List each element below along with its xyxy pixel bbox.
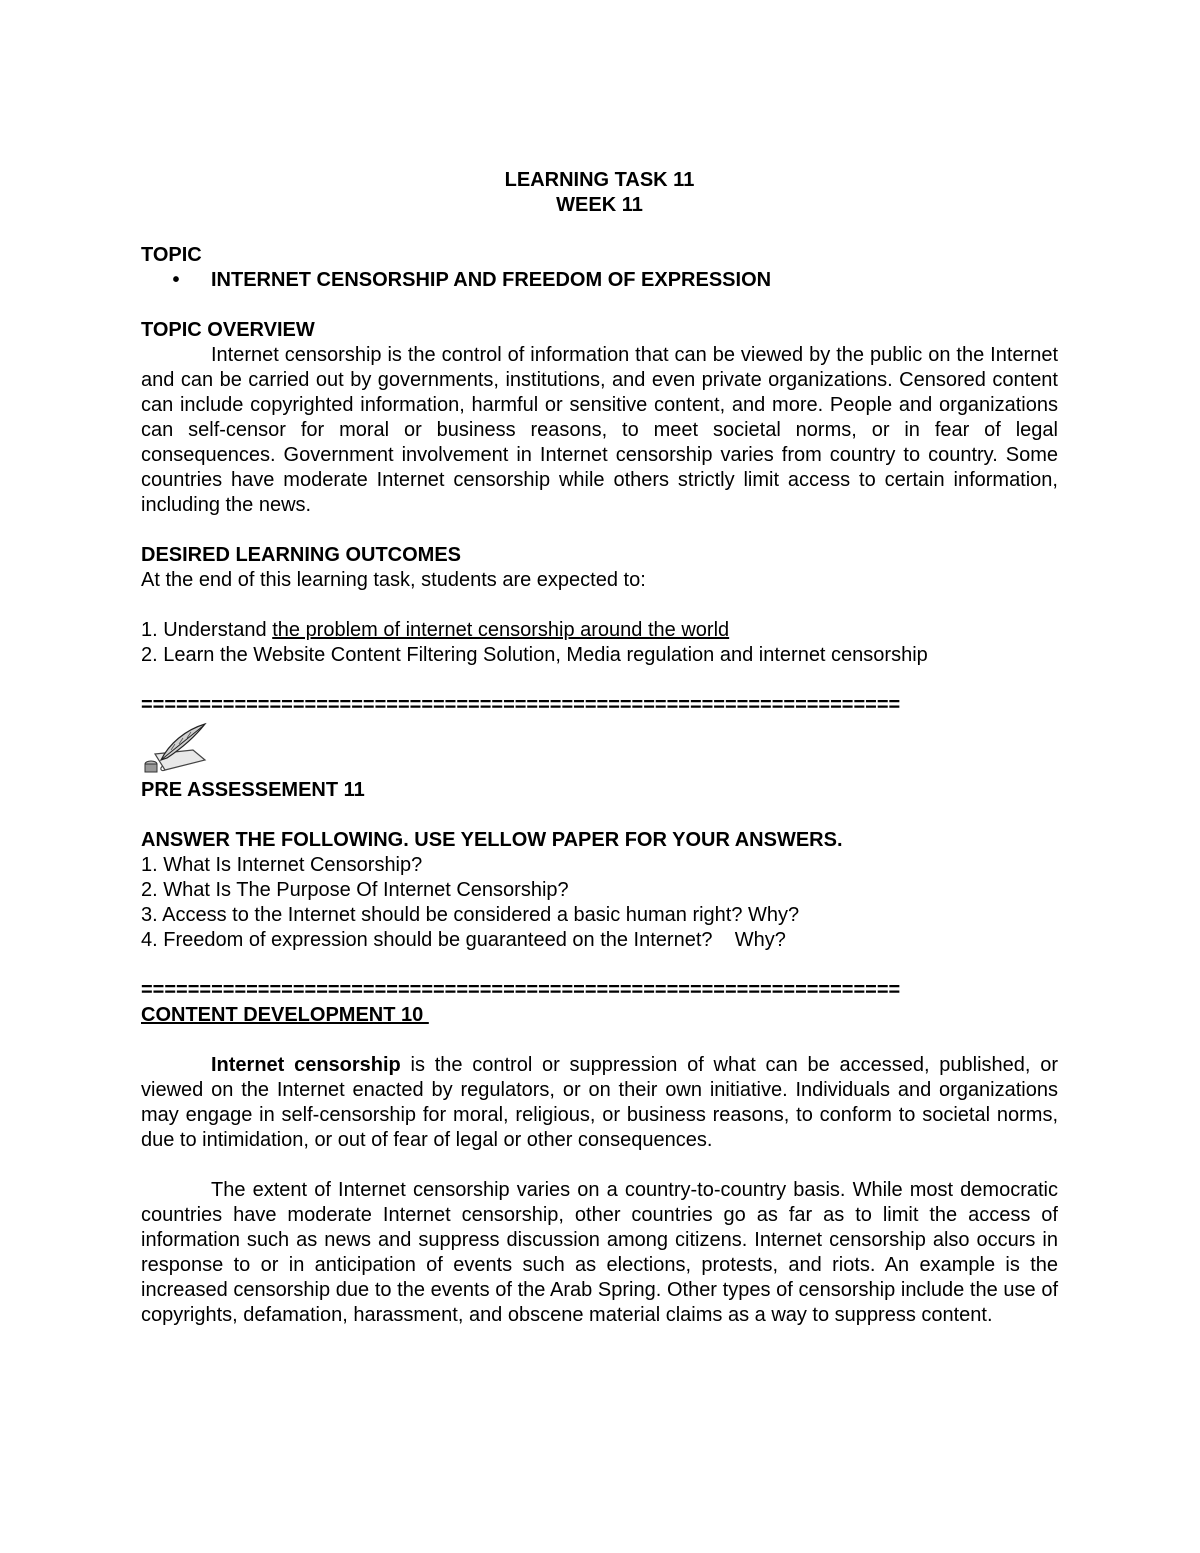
question-4: 4. Freedom of expression should be guaranteed on the Internet? Why? <box>141 929 786 951</box>
question-1: 1. What Is Internet Censorship? <box>141 854 423 876</box>
outcome-item-1-prefix: 1. Understand <box>141 619 273 641</box>
outcome-item-2: 2. Learn the Website Content Filtering Solution, Media regulation and internet censorship <box>141 644 928 666</box>
week-label: WEEK 11 <box>556 194 643 216</box>
question-3: 3. Access to the Internet should be considered a basic human right? Why? <box>141 904 800 926</box>
content-paragraph-2: The extent of Internet censorship varies on a country-to-country basis. While most democratic countries have moderate Internet censorship, other countries go as far as to limit the access of information such as news and suppress discussion among citizens. Internet censorship also occurs in response to or in anticipation of events such as elections, protests, and riots. An example is the increased censorship due to the events of the Arab Spring. Other types of censorship include the use of copyrights, defamation, harassment, and obscene material claims as a way to suppress content. <box>141 1179 1058 1326</box>
content-paragraph-1-term: Internet censorship <box>211 1054 401 1076</box>
content-paragraph-1-text: is the control or suppression of what can be accessed, published, or viewed on the Internet enacted by regulators, or on their own initiative. Individuals and organizations may engage in self-censorship for moral, religious, or business reasons, to conform to societal norms, due to intimidation, or out of fear of legal or other consequences. <box>141 1054 1058 1151</box>
topic-item: INTERNET CENSORSHIP AND FREEDOM OF EXPRESSION <box>211 269 772 291</box>
document-title: LEARNING TASK 11 <box>504 169 695 191</box>
section-divider-2: ================================================================= <box>141 979 901 1001</box>
pre-assessment-instruction: ANSWER THE FOLLOWING. USE YELLOW PAPER FOR YOUR ANSWERS. <box>141 829 843 851</box>
outcome-item-1 <box>141 618 1058 643</box>
outcomes-heading: DESIRED LEARNING OUTCOMES <box>141 544 462 566</box>
outcomes-intro: At the end of this learning task, students are expected to: <box>141 569 646 591</box>
document-page <box>141 168 1058 1328</box>
overview-heading: TOPIC OVERVIEW <box>141 319 315 341</box>
content-heading: CONTENT DEVELOPMENT 10 <box>141 1004 429 1026</box>
outcome-item-1-link: the problem of internet censorship around the world <box>272 619 730 641</box>
topic-heading: TOPIC <box>141 244 202 266</box>
quill-pen-icon <box>141 720 211 778</box>
bullet-icon: • <box>172 269 180 291</box>
overview-paragraph: Internet censorship is the control of information that can be viewed by the public on the Internet and can be carried out by governments, institutions, and even private organizations. Censored content can include copyrighted information, harmful or sensitive content, and more. People and organizations can self-censor for moral or business reasons, to meet societal norms, or in fear of legal consequences. Government involvement in Internet censorship varies from country to country. Some countries have moderate Internet censorship while others strictly limit access to certain information, including the news. <box>141 344 1058 516</box>
question-2: 2. What Is The Purpose Of Internet Censorship? <box>141 879 569 901</box>
topic-bullet-item <box>141 268 1058 293</box>
pre-assessment-heading: PRE ASSESSEMENT 11 <box>141 779 365 801</box>
content-paragraph-1 <box>141 1053 1058 1153</box>
section-divider: ================================================================= <box>141 694 901 716</box>
